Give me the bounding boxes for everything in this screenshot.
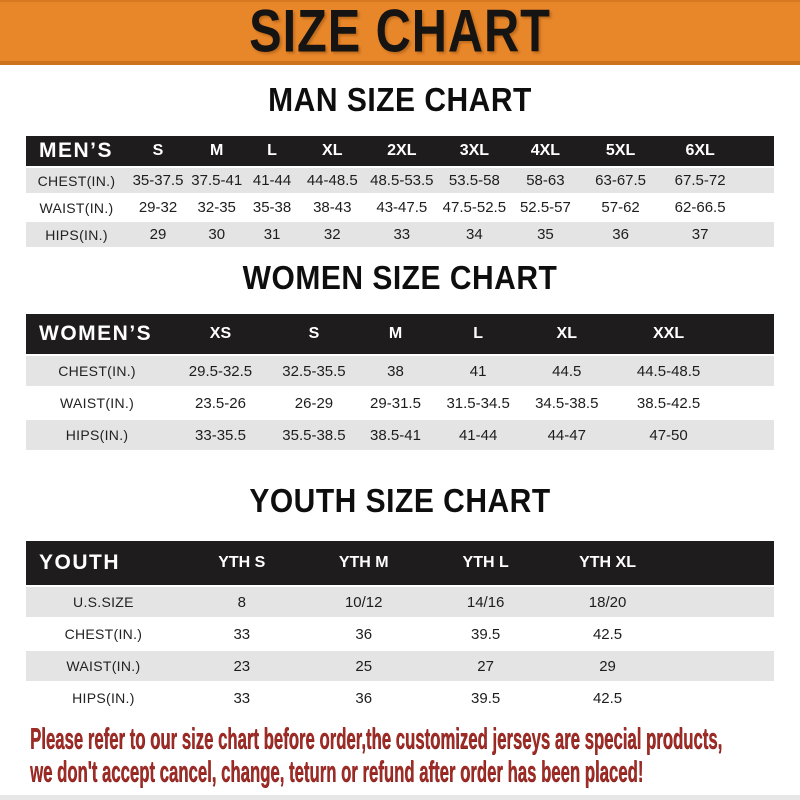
size-cell: 23.5-26 [168,388,273,418]
women-column-header: L [436,314,521,354]
size-cell: 58-63 [510,168,581,193]
size-cell: 41-44 [436,420,521,450]
size-cell: 23 [181,651,303,681]
men-size-table [26,134,774,249]
women-column-header: S [273,314,355,354]
men-header-row [26,136,774,166]
youth-section-heading: YOUTH SIZE CHART [249,482,551,520]
row-label: HIPS(IN.) [26,420,168,450]
women-column-header: XS [168,314,273,354]
size-cell: 36 [303,683,425,713]
size-cell: 35-37.5 [127,168,189,193]
table-row [26,683,774,713]
size-cell: 14/16 [425,587,547,617]
size-cell: 29.5-32.5 [168,356,273,386]
table-row [26,356,774,386]
size-cell: 35 [510,222,581,247]
women-corner-label: WOMEN’S [26,314,168,354]
size-cell: 8 [181,587,303,617]
size-cell: 48.5-53.5 [365,168,439,193]
size-cell: 39.5 [425,619,547,649]
size-cell: 44-48.5 [300,168,365,193]
spacer-cell [669,651,774,681]
size-cell: 30 [189,222,244,247]
size-cell: 67.5-72 [660,168,774,193]
size-cell: 41-44 [244,168,299,193]
spacer-cell [669,683,774,713]
row-label: WAIST(IN.) [26,388,168,418]
table-row [26,619,774,649]
youth-heading-wrap [0,482,800,520]
women-column-header: XL [520,314,613,354]
banner [0,0,800,65]
size-cell: 26-29 [273,388,355,418]
section-women [0,259,800,452]
disclaimer-line-2: we don't accept cancel, change, teturn or refund after order has been placed! [30,755,644,789]
size-cell: 47-50 [613,420,774,450]
row-label: CHEST(IN.) [26,356,168,386]
size-cell: 36 [303,619,425,649]
men-column-header: M [189,136,244,166]
size-cell: 33-35.5 [168,420,273,450]
size-cell: 38-43 [300,195,365,220]
women-heading-wrap [0,259,800,297]
row-label: CHEST(IN.) [26,619,181,649]
table-row [26,587,774,617]
youth-column-header: YTH M [303,541,425,585]
size-cell: 38 [355,356,436,386]
size-cell: 42.5 [547,619,669,649]
men-corner-label: MEN’S [26,136,127,166]
row-label: U.S.SIZE [26,587,181,617]
size-cell: 44-47 [520,420,613,450]
size-cell: 29 [547,651,669,681]
bottom-edge [0,795,800,800]
size-cell: 38.5-42.5 [613,388,774,418]
row-label: CHEST(IN.) [26,168,127,193]
size-cell: 52.5-57 [510,195,581,220]
size-cell: 39.5 [425,683,547,713]
men-column-header: XL [300,136,365,166]
size-cell: 63-67.5 [581,168,660,193]
size-cell: 57-62 [581,195,660,220]
size-cell: 41 [436,356,521,386]
men-column-header: 5XL [581,136,660,166]
spacer-cell [669,619,774,649]
spacer-cell [669,587,774,617]
women-header-row [26,314,774,354]
size-cell: 43-47.5 [365,195,439,220]
men-column-header: 3XL [439,136,510,166]
size-cell: 44.5-48.5 [613,356,774,386]
table-row [26,388,774,418]
men-column-header: 2XL [365,136,439,166]
size-cell: 44.5 [520,356,613,386]
size-cell: 35.5-38.5 [273,420,355,450]
banner-title: SIZE CHART [249,0,551,66]
disclaimer-line-1: Please refer to our size chart before order,the customized jerseys are special products, [30,722,723,756]
men-column-header: S [127,136,189,166]
size-cell: 25 [303,651,425,681]
size-cell: 42.5 [547,683,669,713]
size-cell: 31.5-34.5 [436,388,521,418]
women-size-table [26,312,774,452]
size-cell: 34 [439,222,510,247]
table-row [26,420,774,450]
size-cell: 18/20 [547,587,669,617]
men-column-header: L [244,136,299,166]
youth-header-row [26,541,774,585]
size-cell: 35-38 [244,195,299,220]
women-column-header: M [355,314,436,354]
size-cell: 36 [581,222,660,247]
size-cell: 32-35 [189,195,244,220]
size-cell: 37.5-41 [189,168,244,193]
size-cell: 32.5-35.5 [273,356,355,386]
row-label: HIPS(IN.) [26,222,127,247]
youth-column-header: YTH L [425,541,547,585]
size-cell: 33 [181,683,303,713]
spacer-cell [669,541,774,585]
section-youth [0,482,800,715]
men-heading-wrap [0,81,800,119]
size-cell: 37 [660,222,774,247]
size-cell: 10/12 [303,587,425,617]
men-column-header: 6XL [660,136,774,166]
size-cell: 27 [425,651,547,681]
section-men [0,81,800,249]
table-row [26,168,774,193]
table-row [26,195,774,220]
size-cell: 47.5-52.5 [439,195,510,220]
table-row [26,222,774,247]
youth-corner-label: YOUTH [26,541,181,585]
size-cell: 32 [300,222,365,247]
size-cell: 33 [181,619,303,649]
disclaimer [0,723,800,789]
men-column-header: 4XL [510,136,581,166]
size-cell: 38.5-41 [355,420,436,450]
size-cell: 29-32 [127,195,189,220]
row-label: HIPS(IN.) [26,683,181,713]
size-cell: 62-66.5 [660,195,774,220]
youth-column-header: YTH XL [547,541,669,585]
size-cell: 34.5-38.5 [520,388,613,418]
women-column-header: XXL [613,314,774,354]
row-label: WAIST(IN.) [26,195,127,220]
size-cell: 29-31.5 [355,388,436,418]
size-cell: 33 [365,222,439,247]
size-cell: 53.5-58 [439,168,510,193]
table-row [26,651,774,681]
size-cell: 31 [244,222,299,247]
size-cell: 29 [127,222,189,247]
men-section-heading: MAN SIZE CHART [268,81,532,119]
youth-column-header: YTH S [181,541,303,585]
women-section-heading: WOMEN SIZE CHART [242,259,558,297]
row-label: WAIST(IN.) [26,651,181,681]
youth-size-table [26,539,774,715]
